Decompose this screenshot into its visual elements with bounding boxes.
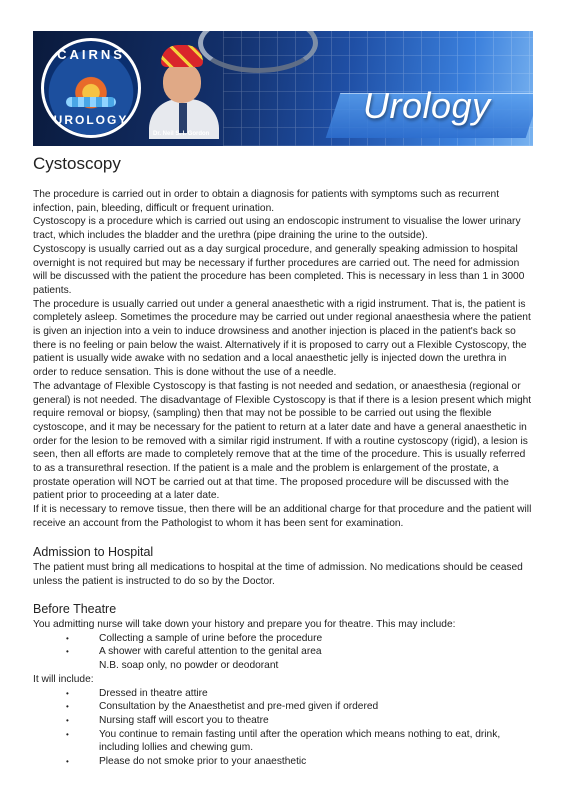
section-heading: Before Theatre [33, 602, 117, 616]
logo-wave-icon [66, 97, 116, 107]
list-note: N.B. soap only, no powder or deodorant [99, 660, 279, 672]
before-theatre-section [33, 602, 533, 769]
list-item: • A shower with careful attention to the genital area [33, 645, 533, 659]
before-theatre-intro: You admitting nurse will take down your history and prepare you for theatre. This may include: [33, 619, 456, 630]
doctor-portrait [145, 37, 223, 137]
admission-text: The patient must bring all medications to hospital at the time of admission. No medications should be ceased unless the patient is instructed to do so by the Doctor. [33, 562, 523, 587]
list-item: • Nursing staff will escort you to theatre [33, 714, 533, 728]
logo-bottom-text: UROLOGY [53, 113, 129, 127]
list-item: • Dressed in theatre attire [33, 687, 533, 701]
preparation-list [33, 632, 533, 673]
theatre-list [33, 687, 533, 769]
paragraph: If it is necessary to remove tissue, then there will be an additional charge for that procedure and the patient will receive an account from the Pathologist to whom it has been sent for examination. [33, 504, 532, 529]
list-item: • Please do not smoke prior to your anaesthetic [33, 755, 533, 769]
list-item: • Collecting a sample of urine before the procedure [33, 632, 533, 646]
paragraph: Cystoscopy is a procedure which is carried out using an endoscopic instrument to visualise the lower urinary tract, which includes the bladder and the urethra (pipe draining the urine to the outside). [33, 216, 521, 242]
logo-top-text: CAIRNS [57, 47, 125, 62]
page-title: Cystoscopy [33, 154, 121, 173]
portrait-face [163, 63, 201, 103]
paragraph: The procedure is carried out in order to obtain a diagnosis for patients with symptoms such as recurrent infection, pain, bleeding, difficult or frequent urination. [33, 189, 500, 214]
procedure-description [33, 188, 533, 531]
paragraph: The advantage of Flexible Cystoscopy is that fasting is not needed and sedation, or anaesthesia (regional or general) is not needed. The disadvantage of Flexible Cystoscopy is that if there is a lesion present which might require removal or biopsy, (sampling) then that may not be possible to be carried out using the flexible cystoscope, and it may be necessary for the patient to return at a later date and have a general anaesthetic in order for the lesion to be removed with a similar rigid instrument. If with a routine cystoscopy (rigid), a lesion is seen, then all efforts are made to completely remove that at the time of the procedure. This is usually referred to as a transurethral resection. If the patient is a male and the problem is enlargement of the prostate, a prostate operation will NOT be carried out at that time. The proposed procedure will be discussed with the patient prior to proceeding at a later date. [33, 380, 532, 502]
list-item: • Consultation by the Anaesthetist and pre-med given if ordered [33, 700, 533, 714]
portrait-surgical-cap [161, 45, 203, 67]
banner-title: Urology [363, 85, 491, 126]
before-theatre-intro-2: It will include: [33, 673, 94, 685]
section-heading: Admission to Hospital [33, 545, 154, 559]
paragraph: The procedure is usually carried out under a general anaesthetic with a rigid instrument. That is, the patient is completely asleep. Sometimes the procedure may be carried out under regional anaesthesia where the patient is given an injection into a vein to induce drowsiness and another injection is placed in the patient's back so there is no feeling or pain below the waist. Alternatively if it is proposed to carry out a Flexible Cystoscopy, the patient is usually wide awake with no sedation and a local anaesthetic jelly is injected down the urethra in order to reduce sensation. This is done without the use of a needle. [33, 298, 531, 379]
admission-section [33, 545, 533, 588]
paragraph: Cystoscopy is usually carried out as a day surgical procedure, and generally speaking admission to hospital overnight is not required but may be necessary if further procedures are carried out. The need for admission will be discussed with the patient the procedure has been completed. This is necessary in less than 1 in 3000 patients. [33, 243, 525, 296]
cairns-urology-logo [41, 38, 141, 138]
header-banner [33, 31, 533, 146]
list-item: • You continue to remain fasting until after the operation which means nothing to eat, drink, including lollies and chewing gum. [33, 728, 533, 755]
doctor-name-caption: Dr. Neil S. I. Gordon [153, 131, 210, 137]
portrait-tie [179, 103, 187, 133]
